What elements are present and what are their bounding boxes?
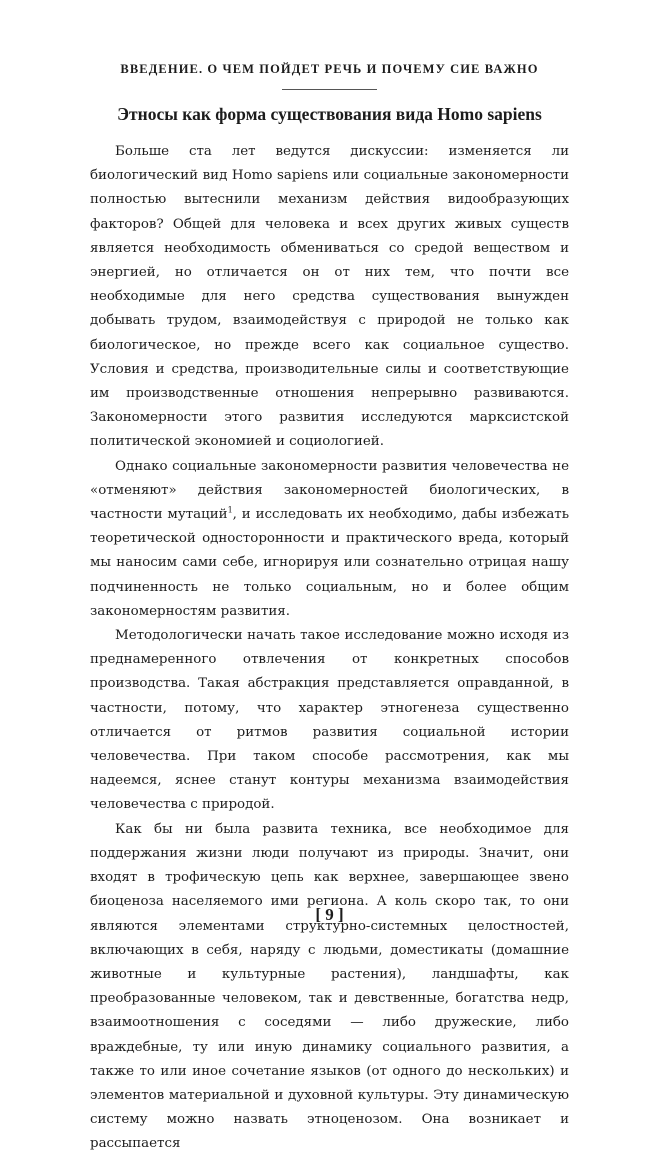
running-header: ВВЕДЕНИЕ. О ЧЕМ ПОЙДЕТ РЕЧЬ И ПОЧЕМУ СИЕ ВАЖНО [120,62,539,76]
paragraph-1: Больше ста лет ведутся дискуссии: изменяется ли биологический вид Homo sapiens или социальные закономерности полностью вытеснили механизм действия видообразующих факторов? Общей для человека и всех других живых существ является необходимость обмениваться со средой веществом и энергией, но отличается он от них тем, что почти все необходимые для него средства существования вынужден добывать трудом, взаимодействуя с природой не только как биологическое, но прежде всего как социальное существо. Условия и средства, производительные силы и соответствующие им производственные отношения непрерывно развиваются. Закономерности этого развития исследуются марксистской политической экономией и социологией. [90,144,569,450]
paragraph-2-end: , и исследовать их необходимо, дабы избежать теоретической односторонности и практического вреда, который мы наносим сами себе, игнорируя или сознательно отрицая нашу подчиненность не только социальным, но и более общим закономерностям развития. [90,507,570,619]
page-number: [ 9 ] [315,905,344,924]
paragraph-4: Как бы ни была развита техника, все необходимое для поддержания жизни люди получают из природы. Значит, они входят в трофическую цепь как верхнее, завершающее звено биоценоза населяемого ими региона. А коль скоро так, то они являются элементами структурно-системных целостностей, включающих в себя, наряду с людьми, доместикаты (домашние животные и культурные растения), ландшафты, как преобразованные человеком, так и девственные, богатства недр, взаимоотношения с соседями — либо дружеские, либо враждебные, ту или иную динамику социального развития, а также то или иное сочетание языков (от одного до нескольких) и элементов материальной и духовной культуры. Эту динамическую систему можно назвать этноценозом. Она возникает и рассыпается [90,821,569,1152]
paragraph-3: Методологически начать такое исследование можно исходя из преднамеренного отвлечения от конкретных способов производства. Такая абстракция представляется оправданной, в частности, потому, что характер этногенеза существенно отличается от ритмов развития социальной истории человечества. При таком способе рассмотрения, как мы надеемся, яснее станут контуры механизма взаимодействия человечества с природой. [90,628,569,813]
footnote-marker[interactable]: 1 [227,505,233,515]
paragraph-2-start: Однако социальные закономерности развития человечества не «отменяют» действия закономерностей биологических, в частности мутаций [90,458,569,523]
body-text [90,140,569,1157]
section-title: Этносы как форма существования вида Homo sapiens [117,104,542,124]
header-divider [282,89,377,90]
paragraph-2 [90,455,569,624]
